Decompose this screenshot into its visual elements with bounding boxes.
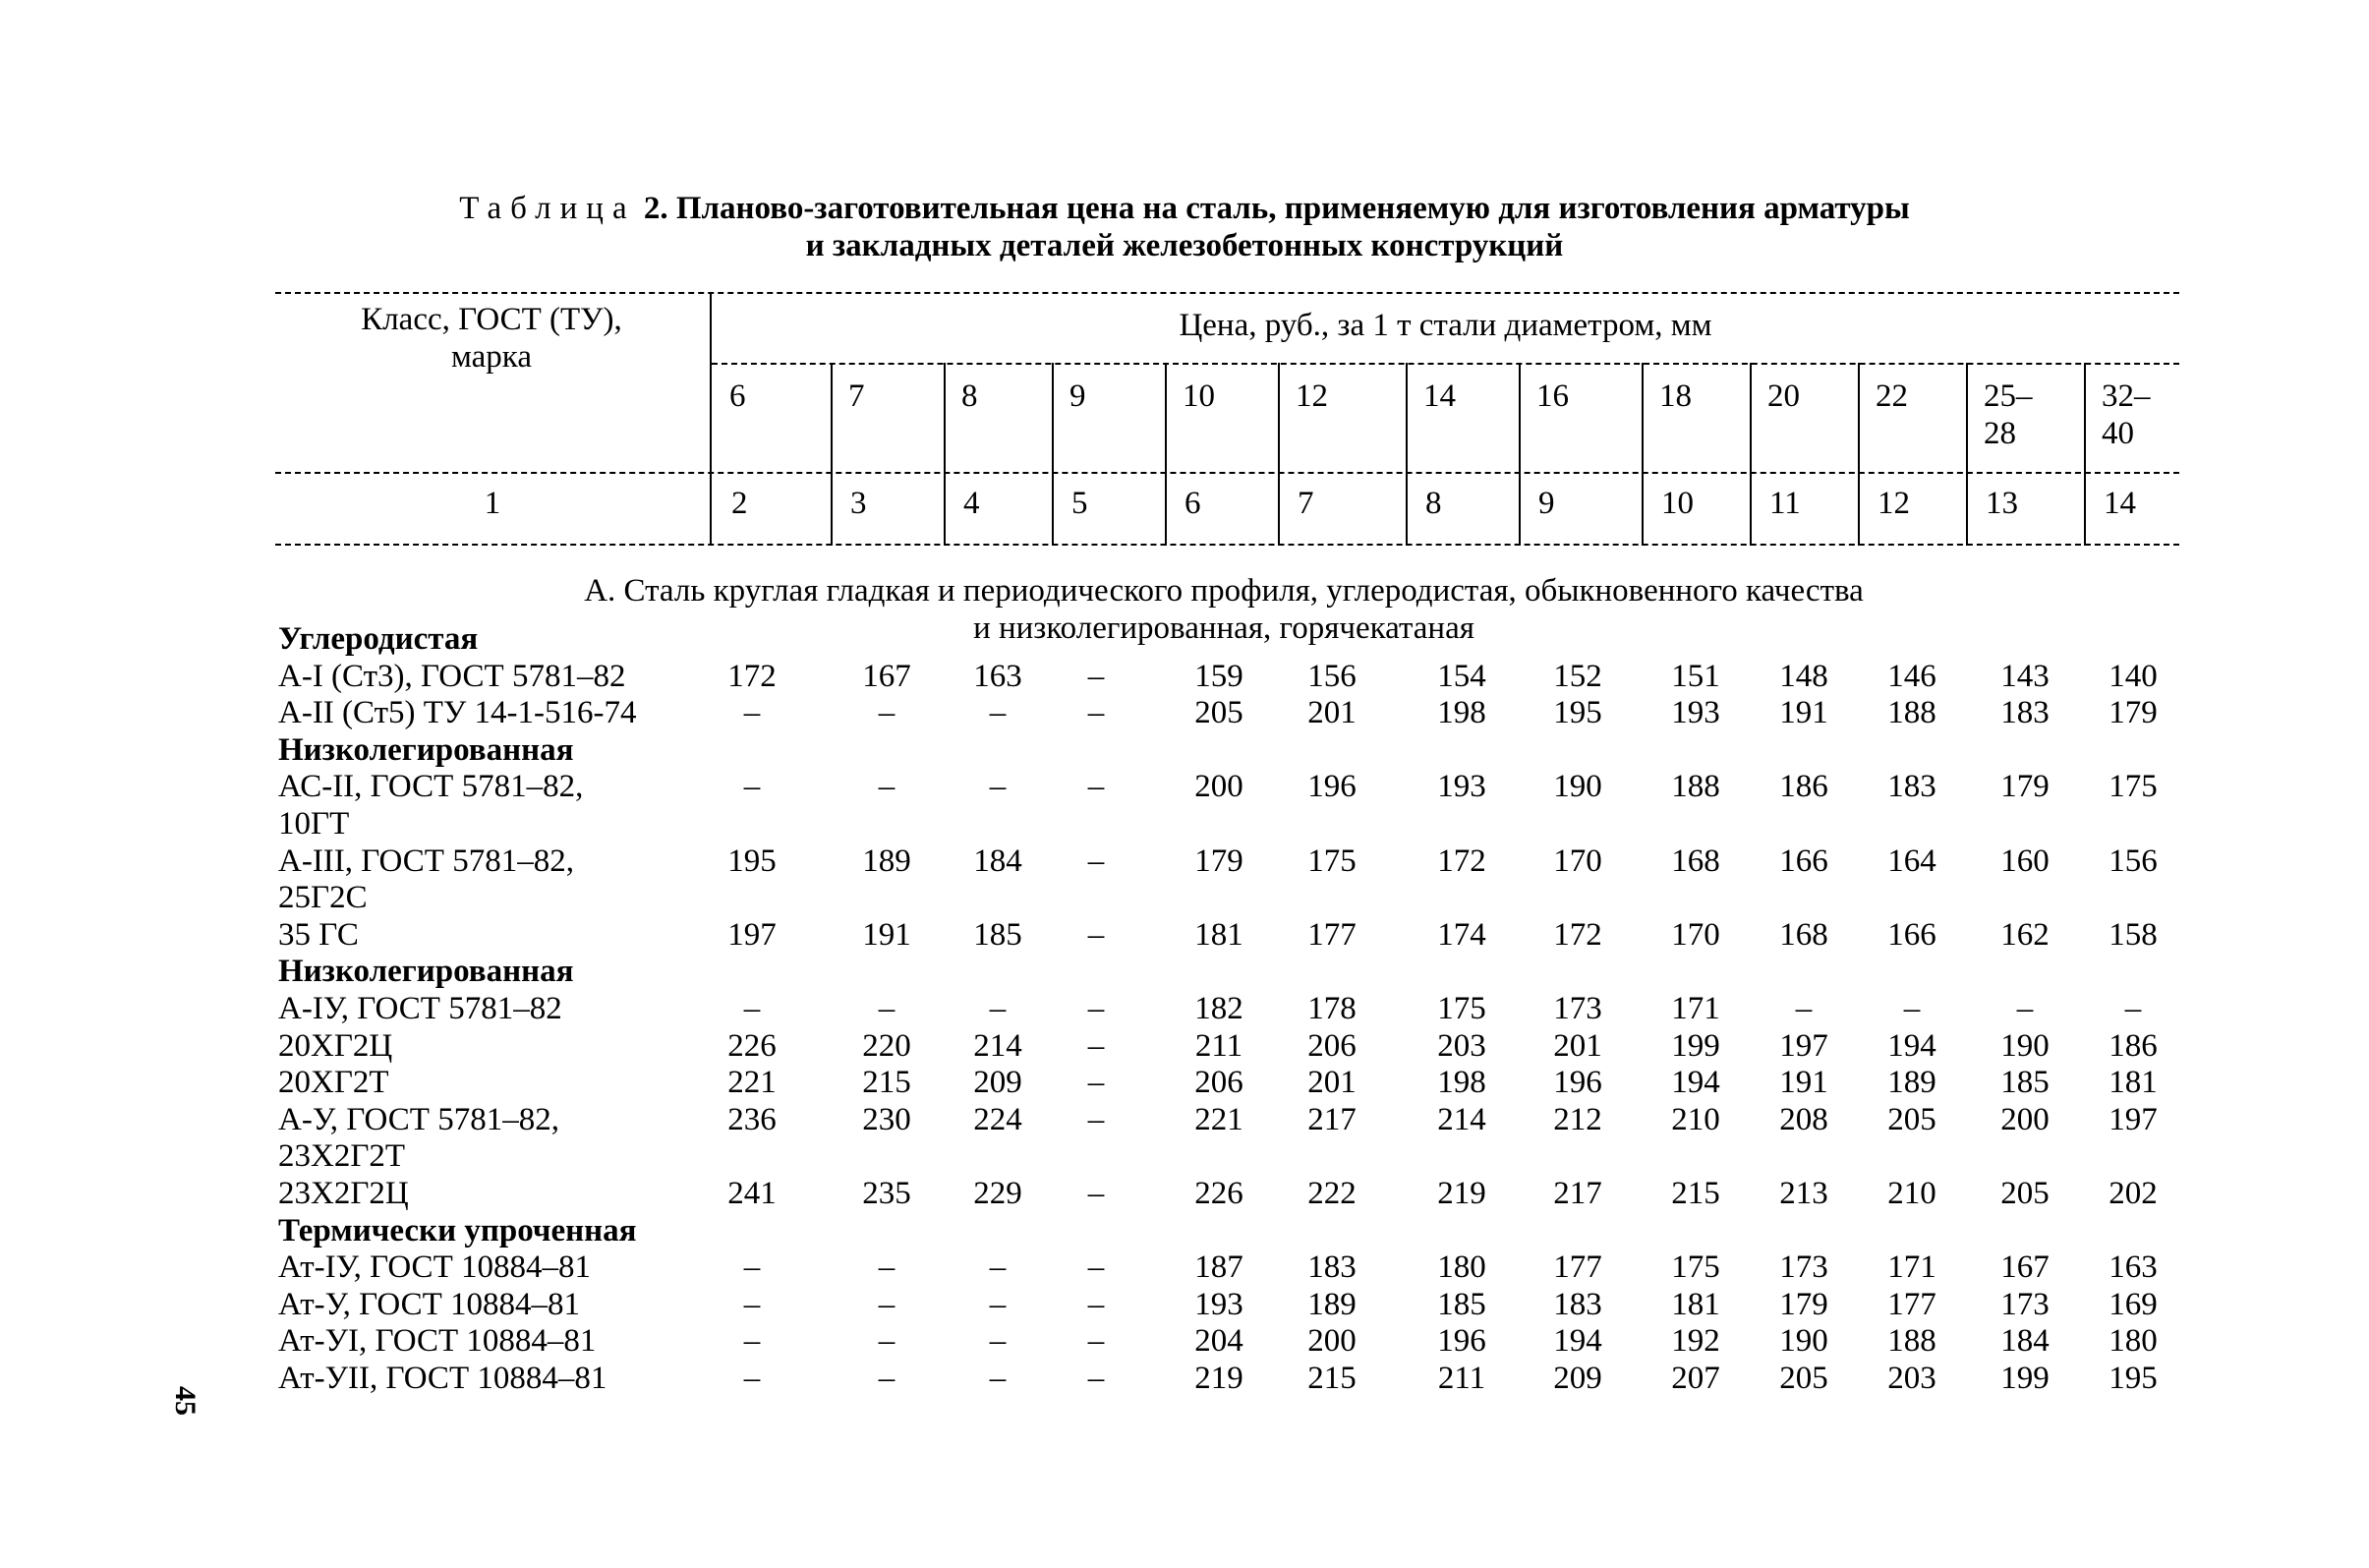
row-label: Ат-УI, ГОСТ 10884–81 bbox=[278, 1323, 597, 1360]
table-cell: – bbox=[989, 1361, 1007, 1396]
table-cell: 203 bbox=[1887, 1361, 1936, 1396]
table-cell: 189 bbox=[862, 842, 911, 879]
rule-col-divider bbox=[1406, 363, 1408, 546]
table-cell: 202 bbox=[2109, 1176, 2158, 1211]
column-number: 2 bbox=[731, 486, 748, 521]
column-number: 9 bbox=[1538, 486, 1555, 521]
table-cell: 201 bbox=[1307, 695, 1357, 731]
column-number: 5 bbox=[1071, 486, 1088, 521]
table-cell: – bbox=[878, 991, 896, 1026]
table-cell: 188 bbox=[1887, 1323, 1936, 1360]
table-cell: – bbox=[989, 1286, 1007, 1322]
table-cell: 178 bbox=[1307, 991, 1357, 1026]
row-label: 10ГТ bbox=[278, 806, 350, 842]
table-cell: 172 bbox=[727, 658, 777, 694]
table-cell: 164 bbox=[1887, 842, 1936, 879]
table-cell: – bbox=[743, 1249, 761, 1286]
table-cell: – bbox=[2016, 991, 2034, 1026]
diameter-header bbox=[729, 377, 829, 415]
rule-col-divider bbox=[1966, 363, 1968, 546]
price-caption: Цена, руб., за 1 т стали диаметром, мм bbox=[1179, 308, 1712, 343]
table-cell: – bbox=[743, 695, 761, 731]
table-cell: – bbox=[1087, 916, 1105, 953]
rule-col-divider bbox=[831, 363, 833, 546]
table-cell: 146 bbox=[1887, 658, 1936, 694]
table-cell: – bbox=[1795, 991, 1813, 1026]
table-cell: 154 bbox=[1437, 658, 1486, 694]
table-cell: 209 bbox=[973, 1065, 1022, 1101]
table-cell: 204 bbox=[1194, 1323, 1243, 1360]
table-cell: 196 bbox=[1437, 1323, 1486, 1360]
table-cell: 179 bbox=[2109, 695, 2158, 731]
table-cell: – bbox=[1087, 1286, 1105, 1322]
table-cell: – bbox=[1087, 658, 1105, 694]
table-cell: 222 bbox=[1307, 1176, 1357, 1211]
table-cell: 175 bbox=[1671, 1249, 1720, 1286]
diameter-header bbox=[1536, 377, 1640, 415]
row-label: А-III, ГОСТ 5781–82, bbox=[278, 842, 574, 879]
table-cell: 194 bbox=[1553, 1323, 1602, 1360]
table-cell: – bbox=[743, 1286, 761, 1322]
diameter-header bbox=[1984, 377, 2082, 452]
table-cell: – bbox=[1087, 1249, 1105, 1286]
column-number: 11 bbox=[1769, 486, 1801, 521]
table-cell: 217 bbox=[1553, 1176, 1602, 1211]
table-cell: 174 bbox=[1437, 916, 1486, 953]
table-cell: 214 bbox=[1437, 1101, 1486, 1137]
table-cell: 170 bbox=[1553, 842, 1602, 879]
table-cell: 188 bbox=[1887, 695, 1936, 731]
table-cell: 188 bbox=[1671, 769, 1720, 805]
table-cell: – bbox=[989, 1249, 1007, 1286]
table-cell: 186 bbox=[2109, 1027, 2158, 1064]
diameter-header bbox=[1069, 377, 1163, 415]
table-cell: – bbox=[1087, 1027, 1105, 1064]
table-cell: 198 bbox=[1437, 1065, 1486, 1101]
table-cell: 221 bbox=[1194, 1101, 1243, 1137]
table-cell: 177 bbox=[1553, 1249, 1602, 1286]
table-cell: 193 bbox=[1194, 1286, 1243, 1322]
table-cell: 179 bbox=[1779, 1286, 1828, 1322]
row-label: 20ХГ2Т bbox=[278, 1065, 389, 1101]
table-cell: 195 bbox=[1553, 695, 1602, 731]
table-cell: 213 bbox=[1779, 1176, 1828, 1211]
diameter-header bbox=[848, 377, 942, 415]
table-cell: 185 bbox=[1437, 1286, 1486, 1322]
table-cell: 220 bbox=[862, 1027, 911, 1064]
column-number: 14 bbox=[2104, 486, 2136, 521]
rule-col-divider bbox=[2084, 363, 2086, 546]
table-cell: 167 bbox=[862, 658, 911, 694]
table-cell: – bbox=[743, 769, 761, 805]
column-number: 13 bbox=[1986, 486, 2018, 521]
table-cell: 211 bbox=[1194, 1027, 1243, 1064]
row-label: 23Х2Г2Т bbox=[278, 1138, 406, 1175]
table-cell: 173 bbox=[2000, 1286, 2050, 1322]
row-label: Ат-УII, ГОСТ 10884–81 bbox=[278, 1361, 607, 1396]
table-cell: 197 bbox=[727, 916, 777, 953]
table-cell: 217 bbox=[1307, 1101, 1357, 1137]
table-cell: 173 bbox=[1779, 1249, 1828, 1286]
table-cell: 179 bbox=[1194, 842, 1243, 879]
diameter-header-line: 18 bbox=[1659, 378, 1692, 414]
table-cell: 208 bbox=[1779, 1101, 1828, 1137]
column-number: 6 bbox=[1184, 486, 1201, 521]
table-cell: 203 bbox=[1437, 1027, 1486, 1064]
table-cell: 159 bbox=[1194, 658, 1243, 694]
rule-col-divider bbox=[1278, 363, 1280, 546]
table-cell: 224 bbox=[973, 1101, 1022, 1137]
table-cell: 221 bbox=[727, 1065, 777, 1101]
table-cell: 183 bbox=[1307, 1249, 1357, 1286]
diameter-header-line: 14 bbox=[1423, 378, 1456, 414]
table-cell: 214 bbox=[973, 1027, 1022, 1064]
table-cell: 215 bbox=[1671, 1176, 1720, 1211]
table-title-line2: и закладных деталей железобетонных конструкций bbox=[805, 228, 1564, 263]
table-cell: – bbox=[878, 1249, 896, 1286]
diameter-header bbox=[1876, 377, 1964, 415]
table-cell: 175 bbox=[1437, 991, 1486, 1026]
table-cell: 205 bbox=[1887, 1101, 1936, 1137]
table-cell: 186 bbox=[1779, 769, 1828, 805]
table-cell: 181 bbox=[2109, 1065, 2158, 1101]
rule-col-divider bbox=[1642, 363, 1644, 546]
table-cell: 184 bbox=[2000, 1323, 2050, 1360]
table-cell: 175 bbox=[2109, 769, 2158, 805]
table-cell: 190 bbox=[2000, 1027, 2050, 1064]
table-cell: 191 bbox=[1779, 1065, 1828, 1101]
rule-col-divider bbox=[1858, 363, 1860, 546]
column-number: 7 bbox=[1298, 486, 1314, 521]
table-cell: 168 bbox=[1671, 842, 1720, 879]
table-cell: 212 bbox=[1553, 1101, 1602, 1137]
table-cell: 182 bbox=[1194, 991, 1243, 1026]
diameter-header bbox=[1659, 377, 1748, 415]
table-cell: – bbox=[1903, 991, 1921, 1026]
table-cell: 189 bbox=[1887, 1065, 1936, 1101]
table-cell: 236 bbox=[727, 1101, 777, 1137]
table-cell: 241 bbox=[727, 1176, 777, 1211]
table-cell: 210 bbox=[1671, 1101, 1720, 1137]
table-cell: 195 bbox=[727, 842, 777, 879]
section-heading: А. Сталь круглая гладкая и периодического профиля, углеродистая, обыкновенного качества bbox=[584, 573, 1864, 609]
table-cell: 140 bbox=[2109, 658, 2158, 694]
table-cell: 205 bbox=[2000, 1176, 2050, 1211]
row-label: 23Х2Г2Ц bbox=[278, 1176, 409, 1211]
rule-header-bottom bbox=[275, 472, 2179, 474]
table-cell: 177 bbox=[1887, 1286, 1936, 1322]
row-label: А-I (Ст3), ГОСТ 5781–82 bbox=[278, 658, 626, 694]
table-cell: 170 bbox=[1671, 916, 1720, 953]
table-cell: – bbox=[878, 695, 896, 731]
table-cell: 200 bbox=[1194, 769, 1243, 805]
diameter-header bbox=[1296, 377, 1404, 415]
table-cell: – bbox=[743, 1323, 761, 1360]
table-cell: 168 bbox=[1779, 916, 1828, 953]
table-title bbox=[0, 190, 2369, 227]
table-cell: 205 bbox=[1194, 695, 1243, 731]
table-cell: 207 bbox=[1671, 1361, 1720, 1396]
table-cell: 226 bbox=[727, 1027, 777, 1064]
table-cell: 185 bbox=[973, 916, 1022, 953]
table-cell: 163 bbox=[973, 658, 1022, 694]
table-cell: 193 bbox=[1437, 769, 1486, 805]
table-cell: 194 bbox=[1671, 1065, 1720, 1101]
table-cell: 163 bbox=[2109, 1249, 2158, 1286]
diameter-header bbox=[1183, 377, 1276, 415]
table-cell: – bbox=[743, 1361, 761, 1396]
table-cell: 183 bbox=[1553, 1286, 1602, 1322]
table-cell: 210 bbox=[1887, 1176, 1936, 1211]
class-column-header-line: Класс, ГОСТ (ТУ), bbox=[361, 302, 622, 337]
table-cell: – bbox=[1087, 1065, 1105, 1101]
table-cell: 184 bbox=[973, 842, 1022, 879]
table-cell: 215 bbox=[1307, 1361, 1357, 1396]
table-cell: 172 bbox=[1437, 842, 1486, 879]
diameter-header-line: 10 bbox=[1183, 378, 1215, 414]
table-cell: 205 bbox=[1779, 1361, 1828, 1396]
table-cell: 181 bbox=[1194, 916, 1243, 953]
diameter-header bbox=[2102, 377, 2177, 452]
table-cell: – bbox=[1087, 842, 1105, 879]
group-heading: Углеродистая bbox=[278, 621, 479, 657]
rule-col-divider bbox=[1750, 363, 1752, 546]
table-cell: 156 bbox=[1307, 658, 1357, 694]
diameter-header-line: 28 bbox=[1984, 416, 2016, 451]
diameter-header-line: 8 bbox=[961, 378, 978, 414]
table-cell: 175 bbox=[1307, 842, 1357, 879]
section-heading: и низколегированная, горячекатаная bbox=[973, 610, 1474, 646]
table-cell: 235 bbox=[862, 1176, 911, 1211]
table-cell: 171 bbox=[1671, 991, 1720, 1026]
table-cell: – bbox=[1087, 1323, 1105, 1360]
table-cell: 215 bbox=[862, 1065, 911, 1101]
table-cell: 199 bbox=[1671, 1027, 1720, 1064]
table-cell: – bbox=[1087, 1361, 1105, 1396]
table-cell: 201 bbox=[1307, 1065, 1357, 1101]
table-cell: 180 bbox=[1437, 1249, 1486, 1286]
diameter-header-line: 7 bbox=[848, 378, 865, 414]
table-cell: 148 bbox=[1779, 658, 1828, 694]
table-cell: 152 bbox=[1553, 658, 1602, 694]
table-cell: 219 bbox=[1194, 1361, 1243, 1396]
column-number: 10 bbox=[1661, 486, 1694, 521]
diameter-header-line: 9 bbox=[1069, 378, 1086, 414]
table-cell: 191 bbox=[862, 916, 911, 953]
table-cell: 171 bbox=[1887, 1249, 1936, 1286]
table-cell: 166 bbox=[1779, 842, 1828, 879]
table-cell: 151 bbox=[1671, 658, 1720, 694]
table-cell: – bbox=[1087, 1101, 1105, 1137]
row-label: Ат-У, ГОСТ 10884–81 bbox=[278, 1286, 580, 1322]
table-cell: – bbox=[878, 769, 896, 805]
column-number: 4 bbox=[963, 486, 980, 521]
table-cell: – bbox=[989, 1323, 1007, 1360]
table-cell: 209 bbox=[1553, 1361, 1602, 1396]
table-title-text: 2. Планово-заготовительная цена на сталь, применяемую для изготовления арматуры bbox=[643, 191, 1910, 226]
table-cell: 200 bbox=[2000, 1101, 2050, 1137]
table-cell: 196 bbox=[1553, 1065, 1602, 1101]
table-cell: – bbox=[1087, 1176, 1105, 1211]
table-cell: – bbox=[878, 1361, 896, 1396]
diameter-header-line: 6 bbox=[729, 378, 746, 414]
table-cell: 206 bbox=[1307, 1027, 1357, 1064]
class-column-header bbox=[275, 301, 708, 376]
table-cell: – bbox=[989, 769, 1007, 805]
table-cell: 200 bbox=[1307, 1323, 1357, 1360]
row-label: А-IУ, ГОСТ 5781–82 bbox=[278, 991, 562, 1026]
table-cell: 181 bbox=[1671, 1286, 1720, 1322]
table-cell: 190 bbox=[1779, 1323, 1828, 1360]
table-cell: 197 bbox=[1779, 1027, 1828, 1064]
table-cell: 194 bbox=[1887, 1027, 1936, 1064]
table-cell: – bbox=[989, 991, 1007, 1026]
table-cell: 193 bbox=[1671, 695, 1720, 731]
table-cell: – bbox=[878, 1323, 896, 1360]
rule-colnum-bottom bbox=[275, 544, 2179, 546]
table-cell: – bbox=[1087, 769, 1105, 805]
table-cell: 201 bbox=[1553, 1027, 1602, 1064]
table-cell: 187 bbox=[1194, 1249, 1243, 1286]
table-cell: 156 bbox=[2109, 842, 2158, 879]
table-cell: 160 bbox=[2000, 842, 2050, 879]
table-cell: 162 bbox=[2000, 916, 2050, 953]
group-heading: Низколегированная bbox=[278, 731, 574, 768]
table-cell: 172 bbox=[1553, 916, 1602, 953]
column-number: 12 bbox=[1878, 486, 1910, 521]
table-cell: 230 bbox=[862, 1101, 911, 1137]
table-cell: – bbox=[1087, 695, 1105, 731]
column-number: 3 bbox=[850, 486, 867, 521]
table-cell: 197 bbox=[2109, 1101, 2158, 1137]
diameter-header-line: 22 bbox=[1876, 378, 1908, 414]
diameter-header bbox=[1767, 377, 1856, 415]
table-cell: 180 bbox=[2109, 1323, 2158, 1360]
row-label: Ат-IУ, ГОСТ 10884–81 bbox=[278, 1249, 591, 1286]
table-cell: 177 bbox=[1307, 916, 1357, 953]
table-cell: 211 bbox=[1437, 1361, 1486, 1396]
diameter-header bbox=[1423, 377, 1517, 415]
class-column-header-line: марка bbox=[451, 339, 532, 375]
table-cell: 229 bbox=[973, 1176, 1022, 1211]
rule-diam-top bbox=[712, 363, 2179, 365]
diameter-header-line: 25– bbox=[1984, 378, 2033, 414]
table-cell: 183 bbox=[2000, 695, 2050, 731]
rule-col-divider bbox=[1165, 363, 1167, 546]
group-heading: Термически упроченная bbox=[278, 1212, 637, 1249]
row-label: АС-II, ГОСТ 5781–82, bbox=[278, 769, 584, 805]
table-cell: 189 bbox=[1307, 1286, 1357, 1322]
table-cell: 173 bbox=[1553, 991, 1602, 1026]
diameter-header-line: 20 bbox=[1767, 378, 1800, 414]
group-heading: Низколегированная bbox=[278, 954, 574, 990]
table-cell: 169 bbox=[2109, 1286, 2158, 1322]
rule-col-divider bbox=[944, 363, 946, 546]
rule-col-divider bbox=[1519, 363, 1521, 546]
column-number: 8 bbox=[1425, 486, 1442, 521]
table-cell: 199 bbox=[2000, 1361, 2050, 1396]
table-cell: – bbox=[743, 991, 761, 1026]
table-cell: 196 bbox=[1307, 769, 1357, 805]
rule-col-divider bbox=[1052, 363, 1054, 546]
table-cell: 166 bbox=[1887, 916, 1936, 953]
table-cell: 179 bbox=[2000, 769, 2050, 805]
table-cell: – bbox=[2124, 991, 2142, 1026]
row-label: А-У, ГОСТ 5781–82, bbox=[278, 1101, 559, 1137]
page-number: 45 bbox=[169, 1386, 202, 1416]
table-cell: 226 bbox=[1194, 1176, 1243, 1211]
row-label: 20ХГ2Ц bbox=[278, 1027, 393, 1064]
table-cell: – bbox=[989, 695, 1007, 731]
diameter-header-line: 16 bbox=[1536, 378, 1569, 414]
table-cell: – bbox=[878, 1286, 896, 1322]
table-cell: 143 bbox=[2000, 658, 2050, 694]
row-label: 25Г2С bbox=[278, 880, 368, 916]
table-cell: 167 bbox=[2000, 1249, 2050, 1286]
table-cell: 191 bbox=[1779, 695, 1828, 731]
table-title-word: Таблица bbox=[459, 191, 636, 226]
table-cell: 206 bbox=[1194, 1065, 1243, 1101]
table-cell: 192 bbox=[1671, 1323, 1720, 1360]
table-cell: 219 bbox=[1437, 1176, 1486, 1211]
diameter-header-line: 12 bbox=[1296, 378, 1328, 414]
table-cell: 185 bbox=[2000, 1065, 2050, 1101]
diameter-header bbox=[961, 377, 1050, 415]
table-cell: – bbox=[1087, 991, 1105, 1026]
row-label: А-II (Ст5) ТУ 14-1-516-74 bbox=[278, 695, 637, 731]
diameter-header-line: 40 bbox=[2102, 416, 2134, 451]
table-cell: 183 bbox=[1887, 769, 1936, 805]
row-label: 35 ГС bbox=[278, 916, 359, 953]
column-number: 1 bbox=[484, 486, 501, 521]
table-cell: 195 bbox=[2109, 1361, 2158, 1396]
diameter-header-line: 32– bbox=[2102, 378, 2151, 414]
rule-top bbox=[275, 292, 2179, 294]
table-cell: 190 bbox=[1553, 769, 1602, 805]
table-cell: 158 bbox=[2109, 916, 2158, 953]
table-cell: 198 bbox=[1437, 695, 1486, 731]
